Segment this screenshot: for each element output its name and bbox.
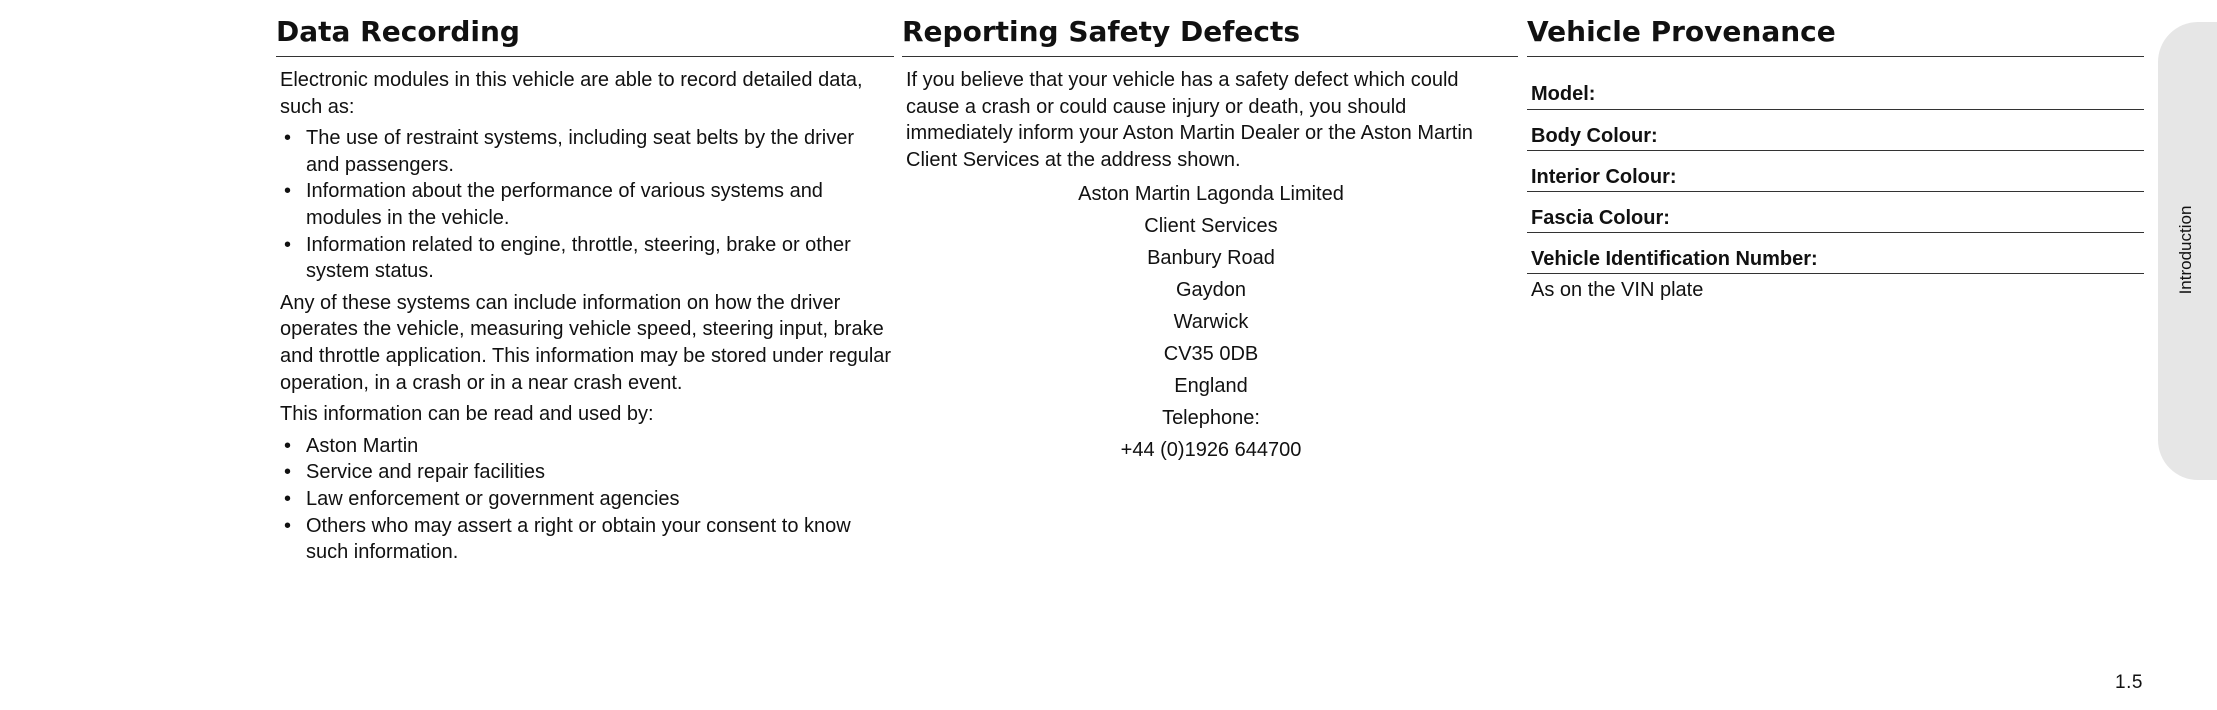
address-line: Client Services: [1144, 215, 1278, 238]
list-item: • Information related to engine, throttle, steering, brake or other system status.: [284, 233, 851, 283]
list-item: • The use of restraint systems, including seat belts by the driver and passengers.: [284, 127, 855, 176]
client-services-address: [906, 178, 1516, 466]
vehicle-provenance-heading: Vehicle Provenance: [1527, 14, 2144, 57]
bullet-icon: •: [284, 127, 292, 150]
telephone-number: +44 (0)1926 644700: [1120, 439, 1302, 462]
side-tab-label: Introduction: [2176, 205, 2195, 295]
bullet-icon: •: [284, 434, 292, 457]
data-recording-intro: Electronic modules in this vehicle are able to record detailed data, such as:: [280, 69, 863, 118]
address-line: CV35 0DB: [1163, 343, 1259, 366]
page-number: 1.5: [2115, 672, 2143, 693]
address-line: Gaydon: [1175, 279, 1247, 302]
read-by-intro: This information can be read and used by:: [280, 403, 654, 426]
model-field: Model:: [1527, 57, 2144, 110]
data-recording-section: [276, 14, 894, 571]
data-recording-heading: Data Recording: [276, 14, 894, 57]
safety-defects-heading: Reporting Safety Defects: [902, 14, 1518, 57]
recorded-items-list: [280, 125, 892, 285]
vin-field: Vehicle Identification Number:: [1527, 233, 2144, 274]
list-item: • Others who may assert a right or obtain your consent to know such information.: [284, 514, 851, 564]
systems-info-paragraph: Any of these systems can include information on how the driver operates the vehicle, measuring vehicle speed, steering input, brake and throttle application. This information may be stored under regular operation, in a crash or in a near crash event.: [280, 291, 892, 394]
address-line: Warwick: [1173, 311, 1249, 334]
bullet-icon: •: [284, 487, 292, 510]
bullet-icon: •: [284, 461, 292, 484]
address-line: Aston Martin Lagonda Limited: [1078, 183, 1344, 206]
bullet-icon: •: [284, 514, 292, 537]
safety-defects-section: [902, 14, 1518, 466]
list-item: • Service and repair facilities: [280, 459, 892, 486]
bullet-icon: •: [284, 180, 292, 203]
vin-note: As on the VIN plate: [1531, 279, 1704, 301]
list-item: • Information about the performance of various systems and modules in the vehicle.: [284, 180, 823, 229]
bullet-icon: •: [284, 233, 292, 256]
read-by-list: [280, 433, 892, 566]
interior-colour-field: Interior Colour:: [1527, 151, 2144, 192]
list-item: • Law enforcement or government agencies: [280, 486, 892, 513]
fascia-colour-field: Fascia Colour:: [1527, 192, 2144, 233]
telephone-label: Telephone:: [1162, 407, 1260, 430]
vehicle-provenance-section: [1527, 14, 2144, 303]
safety-defects-intro: If you believe that your vehicle has a safety defect which could cause a crash or could cause injury or death, you should immediately inform your Aston Martin Dealer or the Aston Martin Client Services at the address shown.: [906, 69, 1473, 171]
list-item: • Aston Martin: [280, 433, 892, 460]
body-colour-field: Body Colour:: [1527, 110, 2144, 151]
address-line: Banbury Road: [1147, 247, 1275, 270]
address-line: England: [1174, 375, 1248, 398]
